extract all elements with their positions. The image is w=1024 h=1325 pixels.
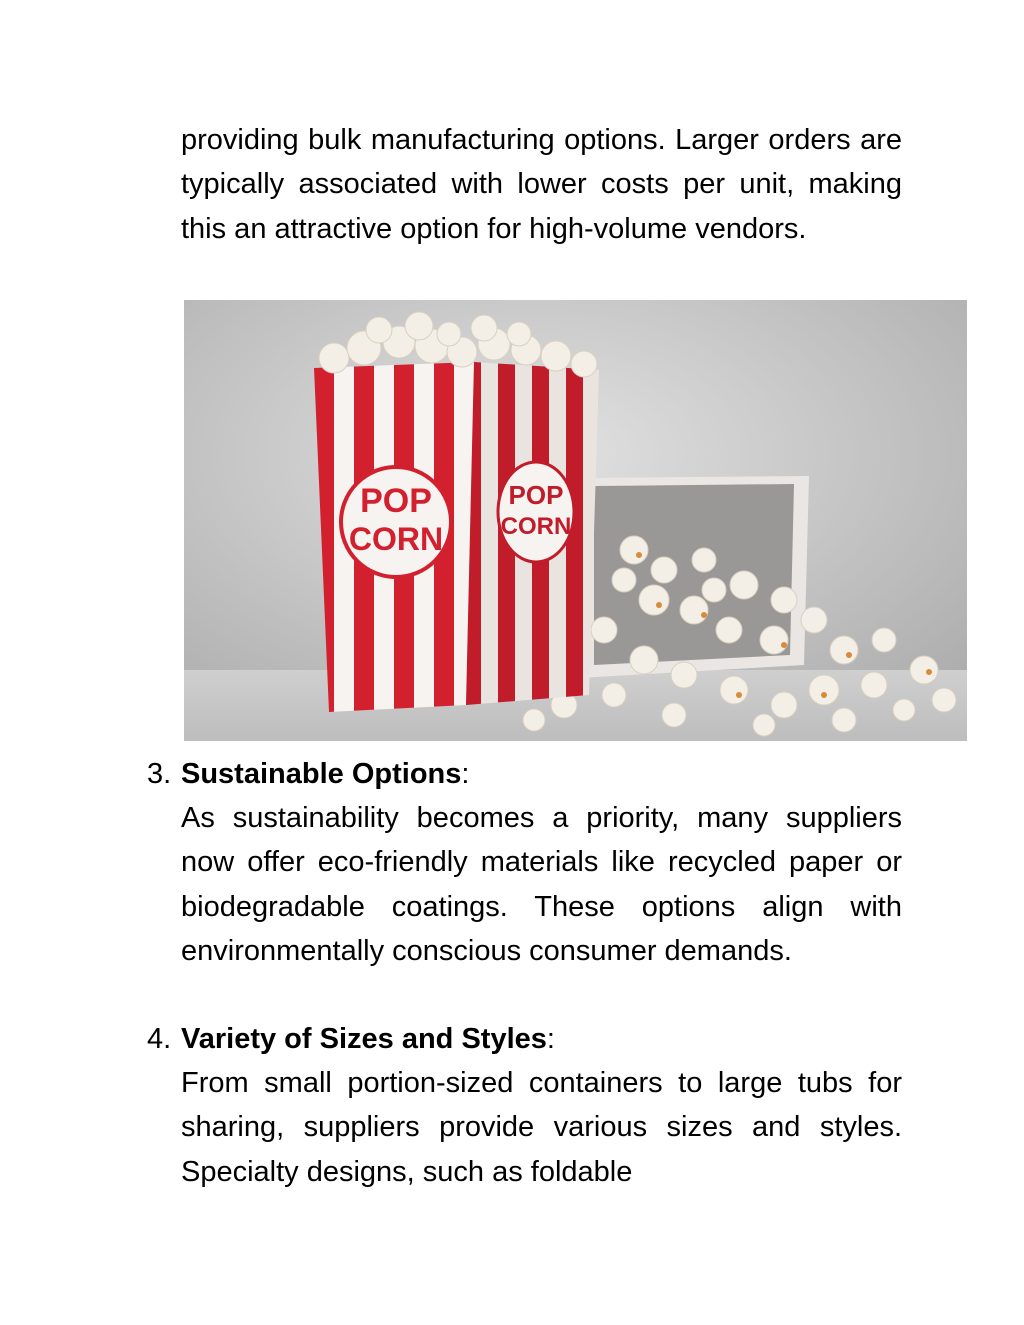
logo-side-text-pop: POP (508, 480, 564, 510)
list-item-heading: 3. Sustainable Options: (147, 752, 907, 796)
list-item-title: Sustainable Options (181, 758, 462, 790)
logo-side-text-corn: CORN (500, 513, 572, 540)
popcorn-boxes-image (184, 300, 967, 741)
list-number: 4. (147, 1023, 172, 1055)
list-item-body: From small portion-sized containers to large tubs for sharing, suppliers provide various sizes and styles. Specialty designs, such as foldable (181, 1067, 902, 1188)
body-paragraph: providing bulk manufacturing options. Larger orders are typically associated with lower costs per unit, making this an attractive option for high-volume vendors. (181, 124, 902, 245)
list-number: 3. (147, 758, 172, 790)
logo-text-corn: CORN (348, 521, 444, 557)
list-item-body: As sustainability becomes a priority, many suppliers now offer eco-friendly materials like recycled paper or biodegradable coatings. These options align with environmentally conscious consumer demands. (181, 802, 902, 967)
list-item-title: Variety of Sizes and Styles (181, 1023, 547, 1055)
logo-text-pop: POP (360, 482, 432, 520)
list-item-heading: 4. Variety of Sizes and Styles: (147, 1017, 907, 1061)
